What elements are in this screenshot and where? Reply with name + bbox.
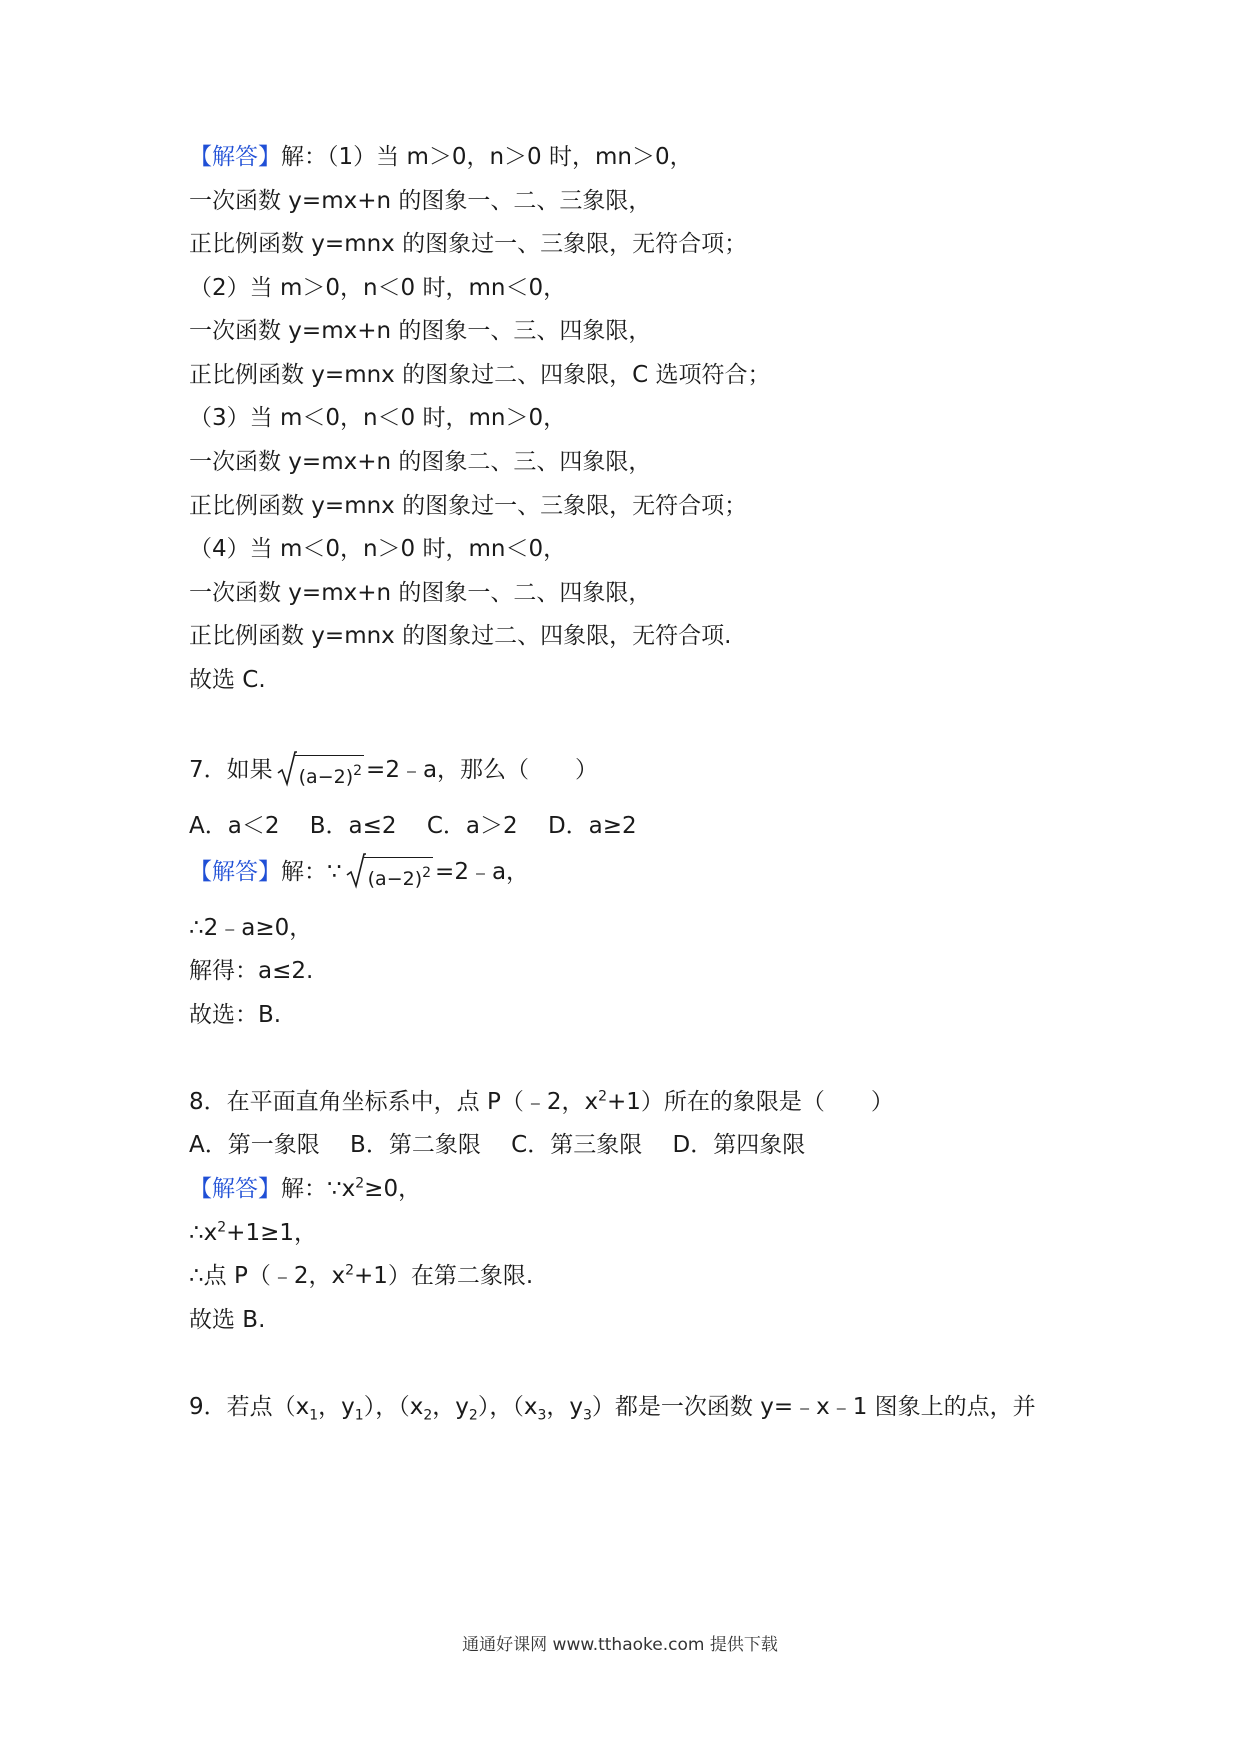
solution-line: 故选：B.: [189, 1002, 282, 1028]
question-8-solution: 【解答】解：$\because x^2\ge 0$，: [189, 1175, 422, 1202]
solution-line: 一次函数 y=mx+n 的图象一、二、四象限，: [189, 580, 652, 606]
solution-line: 一次函数 y=mx+n 的图象一、三、四象限，: [189, 318, 652, 344]
solution-line: 正比例函数 y=mnx 的图象过一、三象限，无符合项；: [189, 493, 748, 519]
sqrt-expression: $(a-2)^2$: [277, 755, 364, 791]
solution-line: （3）当 m＜0，n＜0 时，mn＞0，: [189, 405, 567, 431]
question-7-stem: 7．如果 $(a-2)^2$ =2﹣a，那么（ ）: [189, 755, 598, 791]
solution-line: 一次函数 y=mx+n 的图象一、二、三象限，: [189, 188, 652, 214]
page-footer: 通通好课网 www.tthaoke.com 提供下载: [462, 1635, 778, 1655]
radical-sign-icon: [346, 853, 366, 889]
question-8-options: A．第一象限 B．第二象限 C．第三象限 D．第四象限: [189, 1132, 806, 1158]
question-8-stem: 8．在平面直角坐标系中，点 P（﹣2，$x^2+1$）所在的象限是（ ）: [189, 1088, 894, 1115]
solution-line: 正比例函数 y=mnx 的图象过二、四象限，无符合项.: [189, 623, 732, 649]
solution-line: 故选 B.: [189, 1307, 266, 1333]
answer-tag: 【解答】: [189, 1176, 281, 1202]
solution-line: （2）当 m＞0，n＜0 时，mn＜0，: [189, 275, 567, 301]
radical-sign-icon: [277, 751, 297, 787]
solution-line: 正比例函数 y=mnx 的图象过二、四象限，C 选项符合；: [189, 362, 771, 388]
solution-line: 一次函数 y=mx+n 的图象二、三、四象限，: [189, 449, 652, 475]
solution-line: （4）当 m＜0，n＞0 时，mn＜0，: [189, 536, 567, 562]
sqrt-expression: $(a-2)^2$: [346, 857, 433, 893]
solution-line: 正比例函数 y=mnx 的图象过一、三象限，无符合项；: [189, 231, 748, 257]
solution-line: ∴点 P（﹣2，$x^2+1$）在第二象限.: [189, 1262, 534, 1289]
question-7-options: A．a＜2 B．a≤2 C．a＞2 D．a≥2: [189, 813, 637, 839]
solution-line-1: 【解答】解：（1）当 m＞0，n＞0 时，mn＞0，: [189, 144, 693, 170]
solution-line: 故选 C.: [189, 667, 266, 693]
solution-line: 解得：a≤2.: [189, 958, 314, 984]
solution-line: ∴2﹣a≥0，: [189, 915, 313, 941]
solution-line: $\therefore x^2+1\ge 1$，: [189, 1219, 317, 1246]
answer-tag: 【解答】: [189, 144, 281, 170]
question-9-stem: 9．若点（$x_1$，$y_1$），（$x_2$，$y_2$），（$x_3$，$y_3$）都是一次函数 y=﹣x﹣1 图象上的点，并: [189, 1394, 1036, 1424]
answer-tag: 【解答】: [189, 859, 281, 885]
question-7-solution: 【解答】解：∵ $(a-2)^2$ =2﹣a，: [189, 857, 529, 893]
